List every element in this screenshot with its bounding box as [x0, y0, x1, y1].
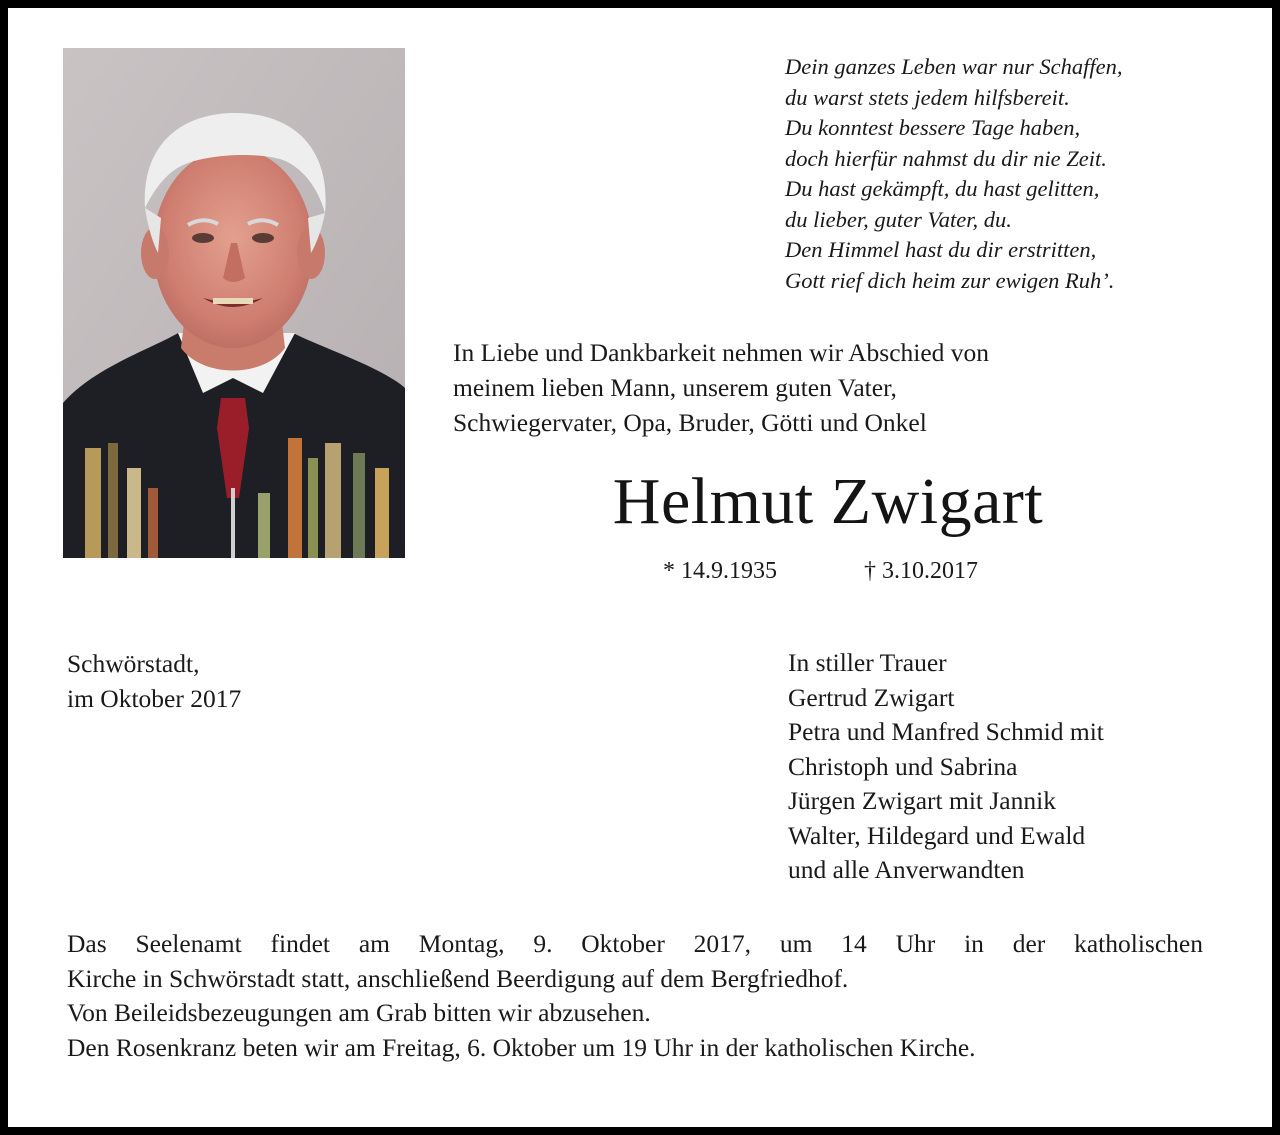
mourner-line: Christoph und Sabrina: [788, 751, 1018, 781]
poem-line: du warst stets jedem hilfsbereit.: [785, 84, 1070, 110]
poem-line: Gott rief dich heim zur ewigen Ruh’.: [785, 267, 1115, 293]
memorial-poem: [785, 52, 1225, 296]
place-line: Schwörstadt,: [67, 649, 200, 678]
farewell-intro: [453, 335, 1213, 440]
notice-line: Kirche in Schwörstadt statt, anschließend Beerdigung auf dem Bergfriedhof.: [67, 963, 849, 993]
intro-line: meinem lieben Mann, unserem guten Vater,: [453, 373, 897, 402]
deceased-name: Helmut Zwigart: [612, 465, 1044, 538]
notice-line: Das Seelenamt findet am Montag, 9. Oktober 2017, um 14 Uhr in der katholischen: [67, 929, 1203, 958]
place-and-date: [67, 646, 241, 716]
notice-line: Den Rosenkranz beten wir am Freitag, 6. Oktober um 19 Uhr in der katholischen Kirche.: [67, 1032, 976, 1062]
poem-line: du lieber, guter Vater, du.: [785, 206, 1012, 232]
mourner-line: Jürgen Zwigart mit Jannik: [788, 786, 1056, 815]
poem-line: Dein ganzes Leben war nur Schaffen,: [785, 54, 1123, 79]
service-notice: [67, 927, 1203, 1065]
mourner-line: Petra und Manfred Schmid mit: [788, 717, 1104, 746]
poem-line: Du hast gekämpft, du hast gelitten,: [785, 176, 1100, 201]
intro-line: Schwiegervater, Opa, Bruder, Götti und Onkel: [453, 408, 927, 437]
place-line: im Oktober 2017: [67, 684, 242, 713]
obituary-card: [6, 6, 1274, 1129]
mourner-line: Walter, Hildegard und Ewald: [788, 820, 1086, 850]
birth-date: * 14.9.1935: [663, 558, 777, 584]
notice-line: Von Beileidsbezeugungen am Grab bitten wir abzusehen.: [67, 998, 651, 1027]
mourner-line: Gertrud Zwigart: [788, 682, 955, 712]
mourner-line: und alle Anverwandten: [788, 855, 1025, 884]
poem-line: Du konntest bessere Tage haben,: [785, 115, 1081, 140]
poem-line: doch hierfür nahmst du dir nie Zeit.: [785, 145, 1107, 171]
mourner-line: In stiller Trauer: [788, 648, 947, 677]
portrait-photo: [63, 48, 405, 558]
mourners-list: [788, 646, 1104, 888]
death-date: † 3.10.2017: [864, 558, 978, 584]
poem-line: Den Himmel hast du dir erstritten,: [785, 237, 1097, 262]
intro-line: In Liebe und Dankbarkeit nehmen wir Abschied von: [453, 338, 990, 367]
